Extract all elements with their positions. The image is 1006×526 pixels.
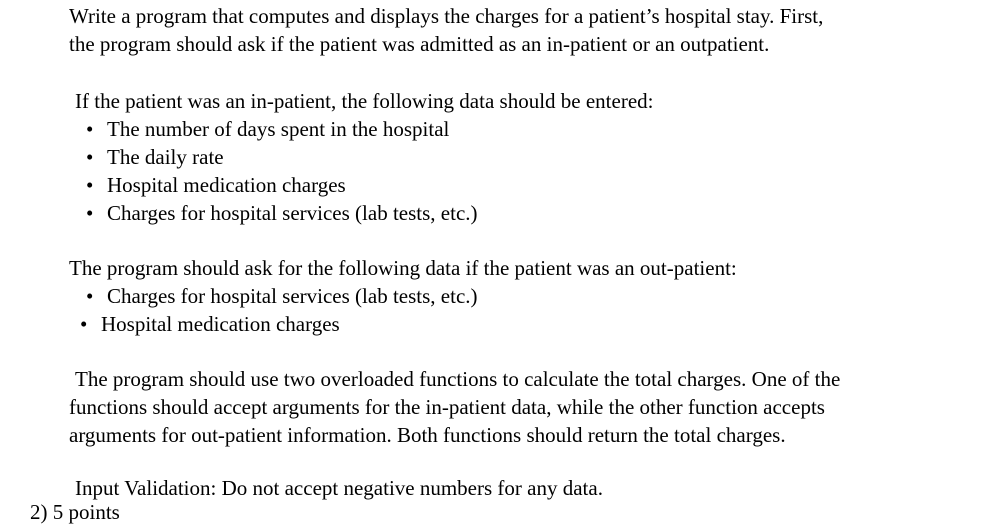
list-item-text: The number of days spent in the hospital — [107, 117, 450, 141]
list-item — [86, 115, 786, 143]
intro-line-2: the program should ask if the patient was admitted as an in-patient or an outpatient. — [69, 32, 770, 56]
overload-line-2: functions should accept arguments for the in-patient data, while the other function accepts — [69, 395, 825, 419]
list-item-text: The daily rate — [107, 145, 224, 169]
bullet-icon: • — [86, 117, 94, 141]
list-item-text: Charges for hospital services (lab tests, etc.) — [107, 284, 478, 308]
inpatient-heading: If the patient was an in-patient, the following data should be entered: — [75, 89, 654, 113]
input-validation-text: Input Validation: Do not accept negative numbers for any data. — [75, 476, 603, 500]
list-item-text: Hospital medication charges — [107, 173, 346, 197]
bullet-icon: • — [86, 173, 94, 197]
list-item — [86, 199, 786, 227]
list-item-text: Hospital medication charges — [101, 312, 340, 336]
outpatient-list — [80, 282, 780, 338]
list-item — [86, 143, 786, 171]
list-item — [80, 282, 780, 310]
intro-line-1: Write a program that computes and displays the charges for a patient’s hospital stay. First, — [69, 4, 824, 28]
overload-line-3: arguments for out-patient information. Both functions should return the total charges. — [69, 423, 786, 447]
list-item — [80, 310, 780, 338]
list-item — [86, 171, 786, 199]
list-item-text: Charges for hospital services (lab tests, etc.) — [107, 201, 478, 225]
bullet-icon: • — [86, 145, 94, 169]
inpatient-list — [86, 115, 786, 227]
bullet-icon: • — [86, 201, 94, 225]
intro-paragraph — [69, 2, 823, 58]
overload-line-1: The program should use two overloaded functions to calculate the total charges. One of the — [75, 367, 841, 391]
overload-paragraph — [69, 365, 840, 449]
outpatient-heading: The program should ask for the following data if the patient was an out-patient: — [69, 256, 737, 280]
bullet-icon: • — [80, 312, 88, 336]
next-item-partial-text: 2) 5 points — [30, 500, 120, 524]
bullet-icon: • — [86, 284, 94, 308]
